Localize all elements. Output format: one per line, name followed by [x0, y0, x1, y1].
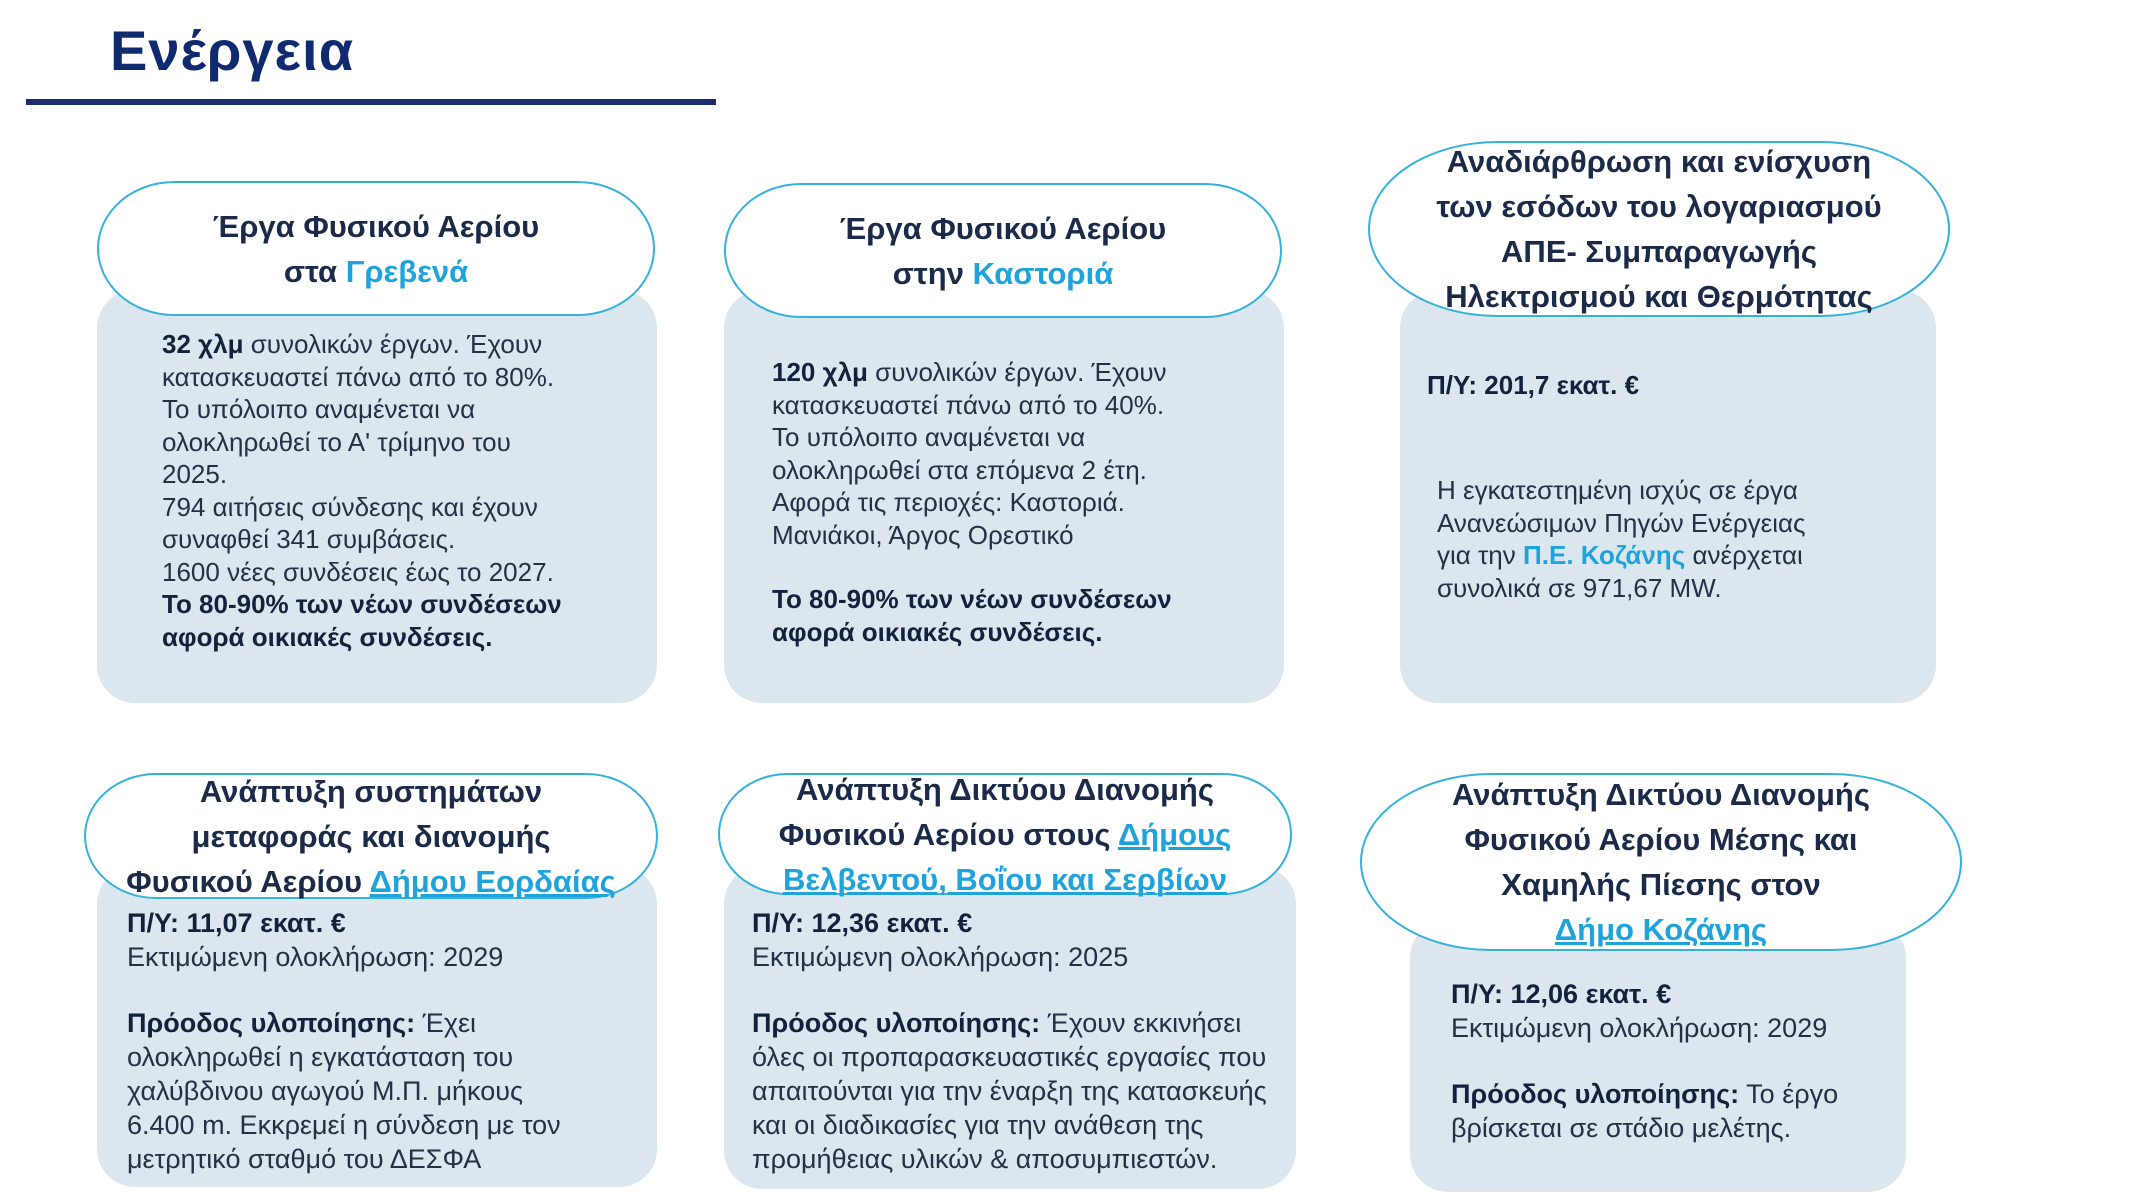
body-line-bold: Το 80-90% των νέων συνδέσεων	[772, 584, 1172, 614]
card-grevena-heading	[97, 181, 655, 316]
body-line: κατασκευαστεί πάνω από το 40%.	[772, 389, 1165, 420]
heading-highlight: Γρεβενά	[345, 253, 469, 289]
body-line: Η εγκατεστημένη ισχύς σε έργα	[1437, 475, 1798, 505]
budget-line: Π/Υ: 12,36 εκατ. €	[752, 908, 973, 938]
title-divider	[26, 99, 716, 105]
card-kozani-body	[1451, 977, 1901, 1145]
heading-line: Χαμηλής Πίεσης στον	[1501, 867, 1821, 902]
heading-line: Έργα Φυσικού Αερίου	[839, 210, 1167, 246]
progress-line: Πρόοδος υλοποίησης: Το έργο	[1451, 1079, 1839, 1109]
heading-line: μεταφοράς και διανομής	[191, 818, 551, 854]
body-line: 2025.	[162, 459, 228, 489]
completion-line: Εκτιμώμενη ολοκλήρωση: 2029	[1451, 1013, 1828, 1043]
body-line-bold: αφορά οικιακές συνδέσεις.	[162, 621, 493, 652]
budget-line: Π/Υ: 12,06 εκατ. €	[1451, 979, 1672, 1009]
card-ape-budget: Π/Υ: 201,7 εκατ. €	[1427, 370, 1640, 400]
heading-line	[1452, 907, 1870, 952]
card-kozani-heading	[1360, 773, 1962, 951]
progress-line: και οι διαδικασίες για την ανάθεση της	[752, 1110, 1204, 1140]
completion-line: Εκτιμώμενη ολοκλήρωση: 2025	[752, 942, 1129, 972]
body-line: για την Π.Ε. Κοζάνης ανέρχεται	[1437, 540, 1803, 570]
body-line: συναφθεί 341 συμβάσεις.	[162, 524, 456, 554]
progress-line: μετρητικό σταθμό του ΔΕΣΦΑ	[127, 1144, 482, 1174]
body-line: ολοκληρωθεί στα επόμενα 2 έτη.	[772, 454, 1147, 485]
progress-line: προμήθειας υλικών & αποσυμπιεστών.	[752, 1144, 1218, 1174]
body-line: συνολικά σε 971,67 MW.	[1437, 572, 1722, 603]
body-line: Ανανεώσιμων Πηγών Ενέργειας	[1437, 507, 1806, 538]
heading-highlight: Βελβεντού, Βοΐου και Σερβίων	[783, 861, 1227, 897]
progress-line: βρίσκεται σε στάδιο μελέτης.	[1451, 1113, 1792, 1143]
heading-line: Φυσικού Αερίου Δήμου Εορδαίας	[126, 863, 616, 899]
progress-line: Πρόοδος υλοποίησης: Έχει	[127, 1008, 477, 1038]
heading-line: Ηλεκτρισμού και Θερμότητας	[1445, 279, 1873, 314]
heading-highlight: Δήμου Εορδαίας	[369, 863, 616, 899]
body-line-bold: Το 80-90% των νέων συνδέσεων	[162, 589, 562, 619]
card-eordaia-heading	[84, 773, 658, 899]
heading-line: στην Καστοριά	[892, 255, 1114, 291]
budget-line: Π/Υ: 11,07 εκατ. €	[127, 908, 346, 938]
card-velvento-body	[752, 906, 1292, 1176]
body-line: Αφορά τις περιοχές: Καστοριά.	[772, 487, 1125, 517]
heading-line: Ανάπτυξη Δικτύου Διανομής	[795, 771, 1214, 807]
heading-line: ΑΠΕ- Συμπαραγωγής	[1501, 234, 1817, 269]
heading-highlight: Δήμο Κοζάνης	[1554, 912, 1768, 947]
body-line: Το υπόλοιπο αναμένεται να	[772, 422, 1086, 452]
heading-line: Φυσικού Αερίου στους Δήμους	[778, 816, 1232, 852]
card-velvento-heading	[718, 773, 1292, 895]
body-line: 120 χλμ συνολικών έργων. Έχουν	[772, 357, 1167, 387]
heading-line: Έργα Φυσικού Αερίου	[212, 208, 540, 244]
heading-line: Ανάπτυξη συστημάτων	[199, 773, 543, 809]
card-ape-body	[1437, 474, 1907, 604]
body-line-bold: αφορά οικιακές συνδέσεις.	[772, 616, 1103, 647]
body-line: 794 αιτήσεις σύνδεσης και έχουν	[162, 491, 538, 522]
card-kastoria-heading	[724, 183, 1282, 318]
heading-line: Ανάπτυξη Δικτύου Διανομής	[1451, 777, 1870, 812]
progress-line: Πρόοδος υλοποίησης: Έχουν εκκινήσει	[752, 1008, 1242, 1038]
heading-line	[779, 857, 1232, 902]
heading-line: των εσόδων του λογαριασμού	[1436, 189, 1882, 224]
body-line: Το υπόλοιπο αναμένεται να	[162, 394, 476, 424]
body-line: 1600 νέες συνδέσεις έως το 2027.	[162, 556, 554, 587]
progress-line: 6.400 m. Εκκρεμεί η σύνδεση με τον	[127, 1110, 561, 1140]
heading-highlight: Καστοριά	[972, 255, 1114, 291]
card-grevena-body	[162, 328, 632, 653]
progress-line: ολοκληρωθεί η εγκατάσταση του	[127, 1042, 514, 1072]
card-eordaia-body	[127, 906, 647, 1176]
progress-line: χαλύβδινου αγωγού Μ.Π. μήκους	[127, 1076, 524, 1106]
card-ape-heading	[1368, 141, 1950, 317]
body-line: κατασκευαστεί πάνω από το 80%.	[162, 361, 555, 392]
card-kastoria-body	[772, 356, 1262, 648]
progress-line: απαιτούνται για την έναρξη της κατασκευής	[752, 1076, 1267, 1106]
highlight-kozani: Π.Ε. Κοζάνης	[1523, 540, 1686, 570]
body-line: Μανιάκοι, Άργος Ορεστικό	[772, 519, 1074, 550]
body-line: 32 χλμ συνολικών έργων. Έχουν	[162, 329, 543, 359]
heading-line: Φυσικού Αερίου Μέσης και	[1464, 822, 1858, 857]
page-title: Ενέργεια	[110, 19, 355, 82]
heading-line: στα Γρεβενά	[283, 253, 469, 289]
heading-highlight: Δήμους	[1117, 816, 1232, 852]
progress-line: όλες οι προπαρασκευαστικές εργασίες που	[752, 1042, 1267, 1072]
body-line: ολοκληρωθεί το Α' τρίμηνο του	[162, 426, 511, 457]
completion-line: Εκτιμώμενη ολοκλήρωση: 2029	[127, 942, 504, 972]
heading-line: Αναδιάρθρωση και ενίσχυση	[1446, 144, 1872, 179]
